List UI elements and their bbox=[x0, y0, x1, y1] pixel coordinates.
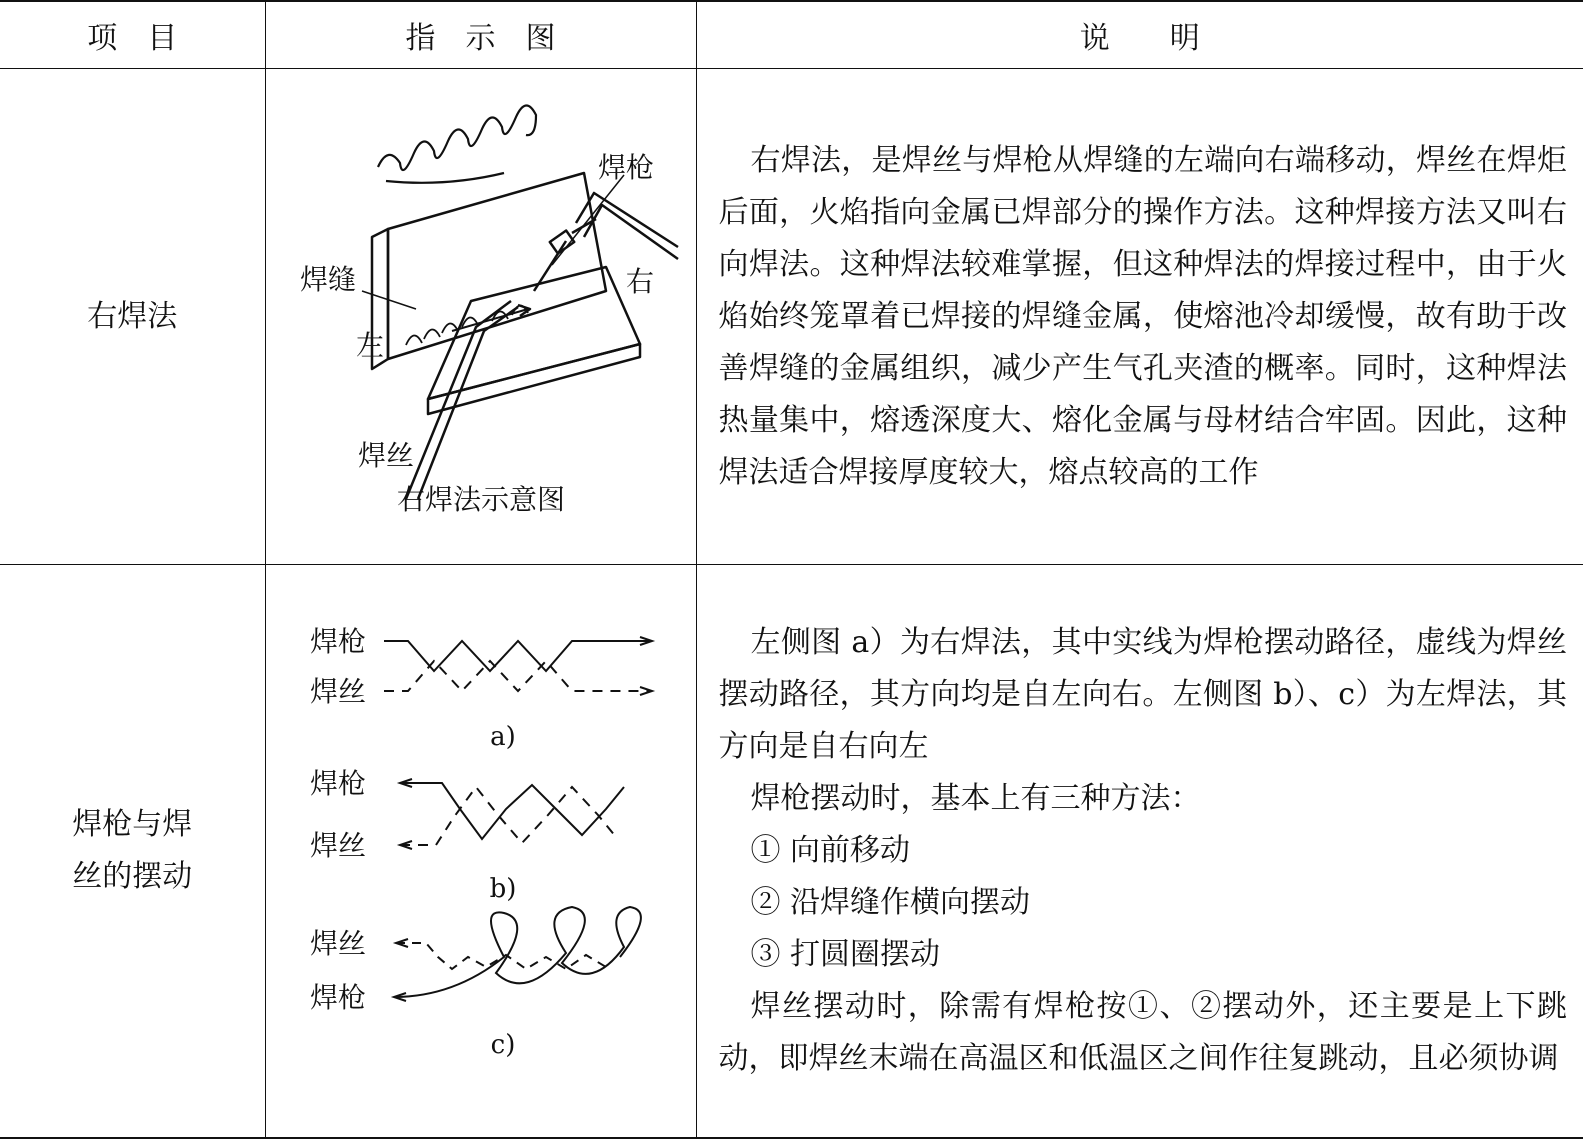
row-item-right-welding: 右焊法 bbox=[0, 69, 265, 565]
item-line: 焊枪与焊 bbox=[72, 807, 193, 842]
method-item: ③ 打圆圈摆动 bbox=[750, 937, 941, 972]
description-paragraph: 焊丝摆动时，除需有焊枪按①、②摆动外，还主要是上下跳动，即焊丝末端在高温区和低温区之间作往复跳动，且必须协调 bbox=[718, 989, 1567, 1076]
label-gun: 焊枪 bbox=[597, 151, 654, 184]
caption-c: c) bbox=[490, 1030, 515, 1060]
description-paragraph: 左侧图 a）为右焊法，其中实线为焊枪摆动路径，虚线为焊丝摆动路径，其方向均是自左向右。左侧图 b）、c）为左焊法，其方向是自右向左 bbox=[718, 625, 1567, 764]
swing-diagram bbox=[266, 565, 697, 1133]
figure-right-welding bbox=[265, 69, 696, 565]
label-seam: 焊缝 bbox=[299, 263, 356, 296]
caption-b: b) bbox=[489, 874, 516, 904]
table-row bbox=[0, 69, 1583, 565]
label-c-top: 焊丝 bbox=[309, 927, 366, 960]
row-item-swing bbox=[0, 565, 265, 1139]
description-paragraph: 焊枪摆动时，基本上有三种方法： bbox=[750, 781, 1201, 816]
figure-caption: 右焊法示意图 bbox=[396, 483, 565, 516]
label-wire: 焊丝 bbox=[357, 439, 414, 472]
caption-a: a) bbox=[489, 722, 516, 752]
label-right: 右 bbox=[625, 265, 654, 298]
item-line: 丝的摆动 bbox=[72, 859, 193, 894]
table-header-row bbox=[0, 1, 1583, 69]
method-item: ② 沿焊缝作横向摆动 bbox=[750, 885, 1031, 920]
label-left: 左 bbox=[355, 329, 384, 362]
header-item: 项 目 bbox=[0, 1, 265, 69]
header-figure: 指 示 图 bbox=[265, 1, 696, 69]
right-welding-diagram bbox=[266, 69, 697, 560]
row-description-swing bbox=[696, 565, 1583, 1139]
description-paragraph: 右焊法，是焊丝与焊枪从焊缝的左端向右端移动，焊丝在焊炬后面，火焰指向金属已焊部分的操作方法。这种焊接方法又叫右向焊法。这种焊法较难掌握，但这种焊法的焊接过程中，由于火焰始终笼罩着已焊接的焊缝金属，使熔池冷却缓慢，故有助于改善焊缝的金属组织，减少产生气孔夹渣的概率。同时，这种焊法热量集中，熔透深度大、熔化金属与母材结合牢固。因此，这种焊法适合焊接厚度较大，熔点较高的工作 bbox=[718, 142, 1567, 490]
table-row bbox=[0, 565, 1583, 1139]
label-a-top: 焊枪 bbox=[309, 625, 366, 658]
method-item: ① 向前移动 bbox=[750, 833, 911, 868]
row-description-right-welding bbox=[696, 69, 1583, 565]
label-b-bottom: 焊丝 bbox=[309, 829, 366, 862]
label-b-top: 焊枪 bbox=[309, 767, 366, 800]
figure-swing bbox=[265, 565, 696, 1139]
label-a-bottom: 焊丝 bbox=[309, 675, 366, 708]
label-c-bottom: 焊枪 bbox=[309, 981, 366, 1014]
header-description: 说 明 bbox=[696, 1, 1583, 69]
